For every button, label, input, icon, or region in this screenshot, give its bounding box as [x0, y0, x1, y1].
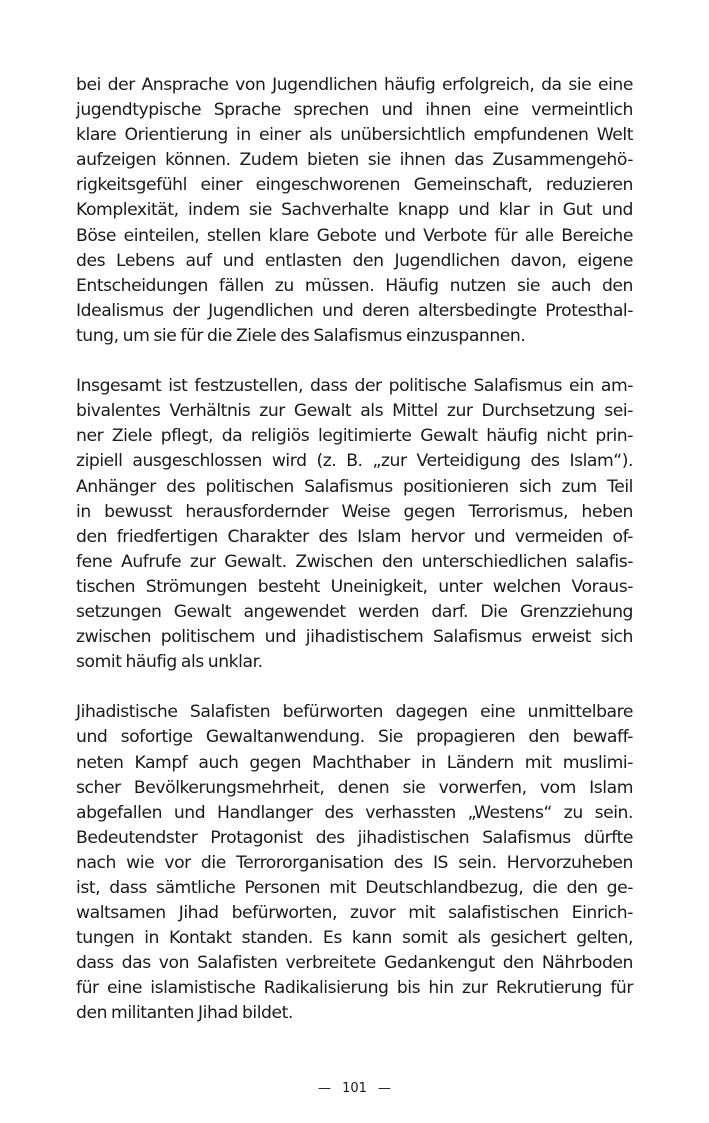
text-line: bivalentes Verhältnis zur Gewalt als Mittel zur Durchsetzung sei-	[76, 401, 633, 422]
text-line: dass das von Salafisten verbreitete Gedankengut den Nährboden	[76, 953, 633, 974]
text-line: Entscheidungen fällen zu müssen. Häufig nutzen sie auch den	[76, 275, 633, 296]
paragraph	[76, 700, 633, 1026]
text-line: scher Bevölkerungsmehrheit, denen sie vorwerfen, vom Islam	[76, 777, 633, 798]
paragraph	[76, 374, 633, 675]
paragraph	[76, 73, 633, 349]
body-text	[76, 73, 633, 1052]
text-line: waltsamen Jihad befürworten, zuvor mit salafistischen Einrich-	[76, 903, 633, 924]
text-line: bei der Ansprache von Jugendlichen häufig erfolgreich, da sie eine	[76, 75, 633, 95]
text-line: in bewusst herausfordernder Weise gegen Terrorismus, heben	[76, 501, 633, 522]
text-line: den militanten Jihad bildet.	[76, 1003, 293, 1024]
text-line: und sofortige Gewaltanwendung. Sie propagieren den bewaff-	[76, 727, 633, 748]
text-line: Idealismus der Jugendlichen und deren altersbedingte Protesthal-	[76, 300, 633, 321]
text-line: für eine islamistische Radikalisierung bis hin zur Rekrutierung für	[76, 978, 633, 999]
text-line: ist, dass sämtliche Personen mit Deutschlandbezug, die den ge-	[76, 878, 633, 898]
text-line: somit häufig als unklar.	[76, 652, 263, 673]
text-line: Böse einteilen, stellen klare Gebote und Verbote für alle Bereiche	[76, 225, 633, 246]
footer-dash-right: —	[378, 1081, 392, 1096]
page-footer	[0, 1081, 709, 1096]
text-line: zipiell ausgeschlossen wird (z. B. „zur Verteidigung des Islam“).	[76, 451, 633, 472]
text-line: tischen Strömungen besteht Uneinigkeit, unter welchen Voraus-	[76, 576, 633, 597]
text-line: Komplexität, indem sie Sachverhalte knapp und klar in Gut und	[76, 200, 633, 221]
text-line: Anhänger des politischen Salafismus positionieren sich zum Teil	[76, 476, 633, 497]
text-line: neten Kampf auch gegen Machthaber in Ländern mit muslimi-	[76, 752, 633, 773]
text-line: des Lebens auf und entlasten den Jugendlichen davon, eigene	[76, 250, 633, 271]
text-line: klare Orientierung in einer als unübersichtlich empfundenen Welt	[76, 125, 633, 146]
text-line: den friedfertigen Charakter des Islam hervor und vermeiden of-	[76, 526, 633, 547]
text-line: nach wie vor die Terrororganisation des IS sein. Hervorzuheben	[76, 852, 633, 873]
text-line: fene Aufrufe zur Gewalt. Zwischen den unterschiedlichen salafis-	[76, 551, 633, 572]
text-line: zwischen politischem und jihadistischem Salafismus erweist sich	[76, 627, 633, 648]
text-line: Bedeutendster Protagonist des jihadistischen Salafismus dürfte	[76, 827, 633, 848]
page-number: 101	[342, 1081, 367, 1096]
text-line: Jihadistische Salafisten befürworten dagegen eine unmittelbare	[76, 702, 633, 723]
text-line: abgefallen und Handlanger des verhassten „Westens“ zu sein.	[76, 802, 633, 823]
text-line: jugendtypische Sprache sprechen und ihnen eine vermeintlich	[76, 100, 633, 121]
footer-dash-left: —	[317, 1081, 331, 1096]
text-line: tungen in Kontakt standen. Es kann somit als gesichert gelten,	[76, 928, 633, 949]
text-line: rigkeitsgefühl einer eingeschworenen Gemeinschaft, reduzieren	[76, 175, 633, 196]
text-line: Insgesamt ist festzustellen, dass der politische Salafismus ein am-	[76, 376, 633, 397]
text-line: setzungen Gewalt angewendet werden darf. Die Grenzziehung	[76, 601, 633, 622]
text-line: ner Ziele pflegt, da religiös legitimierte Gewalt häufig nicht prin-	[76, 426, 633, 447]
text-line: tung, um sie für die Ziele des Salafismus einzuspannen.	[76, 325, 526, 346]
text-line: aufzeigen können. Zudem bieten sie ihnen das Zusammengehö-	[76, 150, 633, 171]
